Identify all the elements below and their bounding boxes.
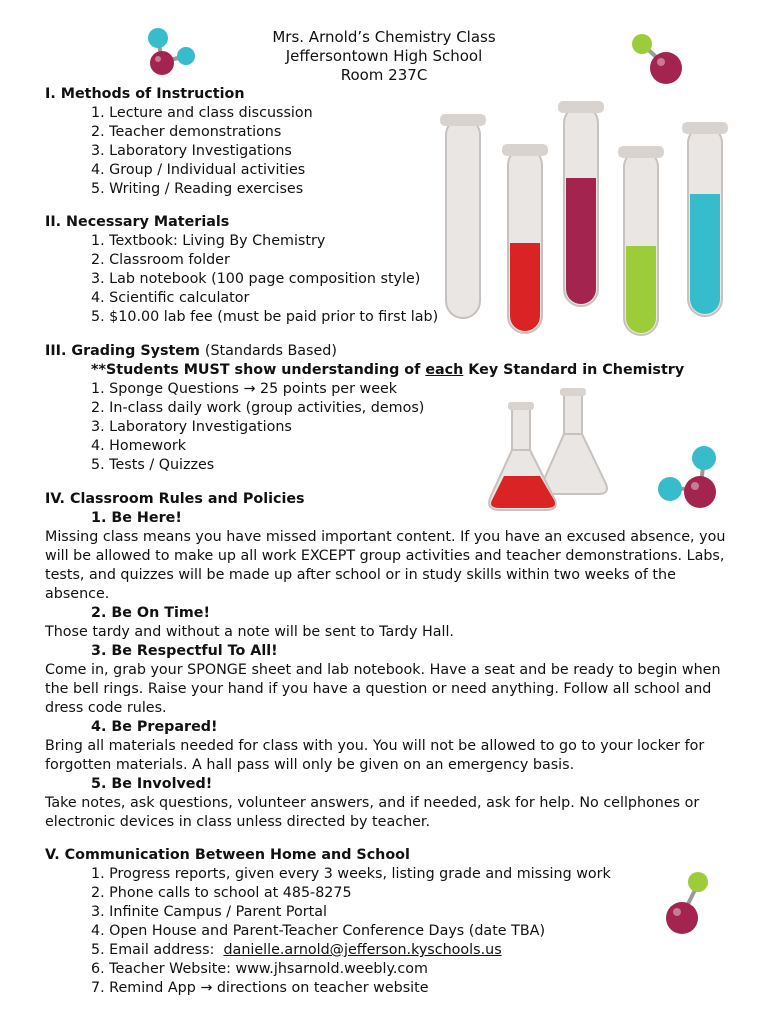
rule-heading: 3. Be Respectful To All!	[91, 643, 278, 659]
section-classroom-rules	[45, 490, 735, 832]
list-item: 5. $10.00 lab fee (must be paid prior to first lab)	[91, 309, 439, 325]
standards-emphasis-note	[45, 361, 684, 380]
section-methods-of-instruction	[45, 85, 313, 199]
section-title: I. Methods of Instruction	[45, 86, 245, 102]
list-item: 2. Teacher demonstrations	[91, 124, 282, 140]
class-title: Mrs. Arnold’s Chemistry Class	[272, 28, 496, 46]
list-item: 4. Scientific calculator	[91, 290, 250, 306]
list-item-remind: 7. Remind App → directions on teacher website	[91, 980, 429, 996]
emphasis-underlined-word: each	[425, 362, 464, 378]
list-item: 2. In-class daily work (group activities, demos)	[91, 400, 425, 416]
rule-heading: 5. Be Involved!	[91, 776, 213, 792]
list-item: 3. Laboratory Investigations	[91, 143, 292, 159]
section-necessary-materials	[45, 213, 438, 327]
rule-heading: 2. Be On Time!	[91, 605, 211, 621]
section-grading-system	[45, 342, 684, 475]
room-number: Room 237C	[340, 66, 428, 84]
rule-text: Missing class means you have missed important content. If you have an excused absence, you will be allowed to make up all work EXCEPT group activities and teacher demonstrations. Labs, tests, and quizzes will be made up after school or in study skills within two weeks of the absence.	[45, 529, 726, 602]
list-item: 4. Open House and Parent-Teacher Conference Days (date TBA)	[91, 923, 546, 939]
email-label: 5. Email address:	[91, 942, 224, 958]
list-item: 2. Classroom folder	[91, 252, 230, 268]
molecule-illustration-top-left	[140, 26, 202, 80]
list-item: 3. Infinite Campus / Parent Portal	[91, 904, 327, 920]
molecule-illustration-bottom-right	[660, 870, 716, 938]
list-item: 1. Textbook: Living By Chemistry	[91, 233, 326, 249]
list-item: 4. Homework	[91, 438, 187, 454]
list-item: 5. Tests / Quizzes	[91, 457, 215, 473]
test-tubes-illustration	[438, 98, 743, 343]
section-title	[45, 342, 684, 361]
list-item-email	[45, 941, 611, 960]
section-title-note: (Standards Based)	[204, 343, 337, 359]
list-item: 3. Lab notebook (100 page composition style)	[91, 271, 421, 287]
section-title: V. Communication Between Home and School	[45, 847, 410, 863]
rule-text: Bring all materials needed for class with you. You will not be allowed to go to your locker for forgotten materials. A hall pass will only be given on an emergency basis.	[45, 738, 705, 773]
list-item: 1. Progress reports, given every 3 weeks, listing grade and missing work	[91, 866, 611, 882]
rule-text: Come in, grab your SPONGE sheet and lab notebook. Have a seat and be ready to begin when the bell rings. Raise your hand if you have a question or need anything. Follow all school and dress code rules.	[45, 662, 721, 716]
list-item: 1. Lecture and class discussion	[91, 105, 313, 121]
emphasis-text: **Students MUST show understanding of	[91, 362, 426, 378]
list-item: 4. Group / Individual activities	[91, 162, 306, 178]
list-item: 5. Writing / Reading exercises	[91, 181, 304, 197]
email-link[interactable]: danielle.arnold@jefferson.kyschools.us	[223, 942, 502, 958]
list-item: 2. Phone calls to school at 485-8275	[91, 885, 352, 901]
section-title: II. Necessary Materials	[45, 214, 230, 230]
molecule-illustration-top-right	[628, 30, 692, 90]
list-item: 3. Laboratory Investigations	[91, 419, 292, 435]
rule-heading: 1. Be Here!	[91, 510, 182, 526]
rule-text: Take notes, ask questions, volunteer answers, and if needed, ask for help. No cellphones or electronic devices in class unless directed by teacher.	[45, 795, 700, 830]
section-communication	[45, 846, 611, 998]
school-name: Jeffersontown High School	[285, 47, 483, 65]
emphasis-text: Key Standard in Chemistry	[463, 362, 685, 378]
section-title: IV. Classroom Rules and Policies	[45, 491, 305, 507]
list-item: 1. Sponge Questions → 25 points per week	[91, 381, 398, 397]
section-title-text: III. Grading System	[45, 343, 200, 359]
rule-text: Those tardy and without a note will be sent to Tardy Hall.	[45, 624, 454, 640]
rule-heading: 4. Be Prepared!	[91, 719, 218, 735]
list-item-website: 6. Teacher Website: www.jhsarnold.weebly.com	[91, 961, 428, 977]
